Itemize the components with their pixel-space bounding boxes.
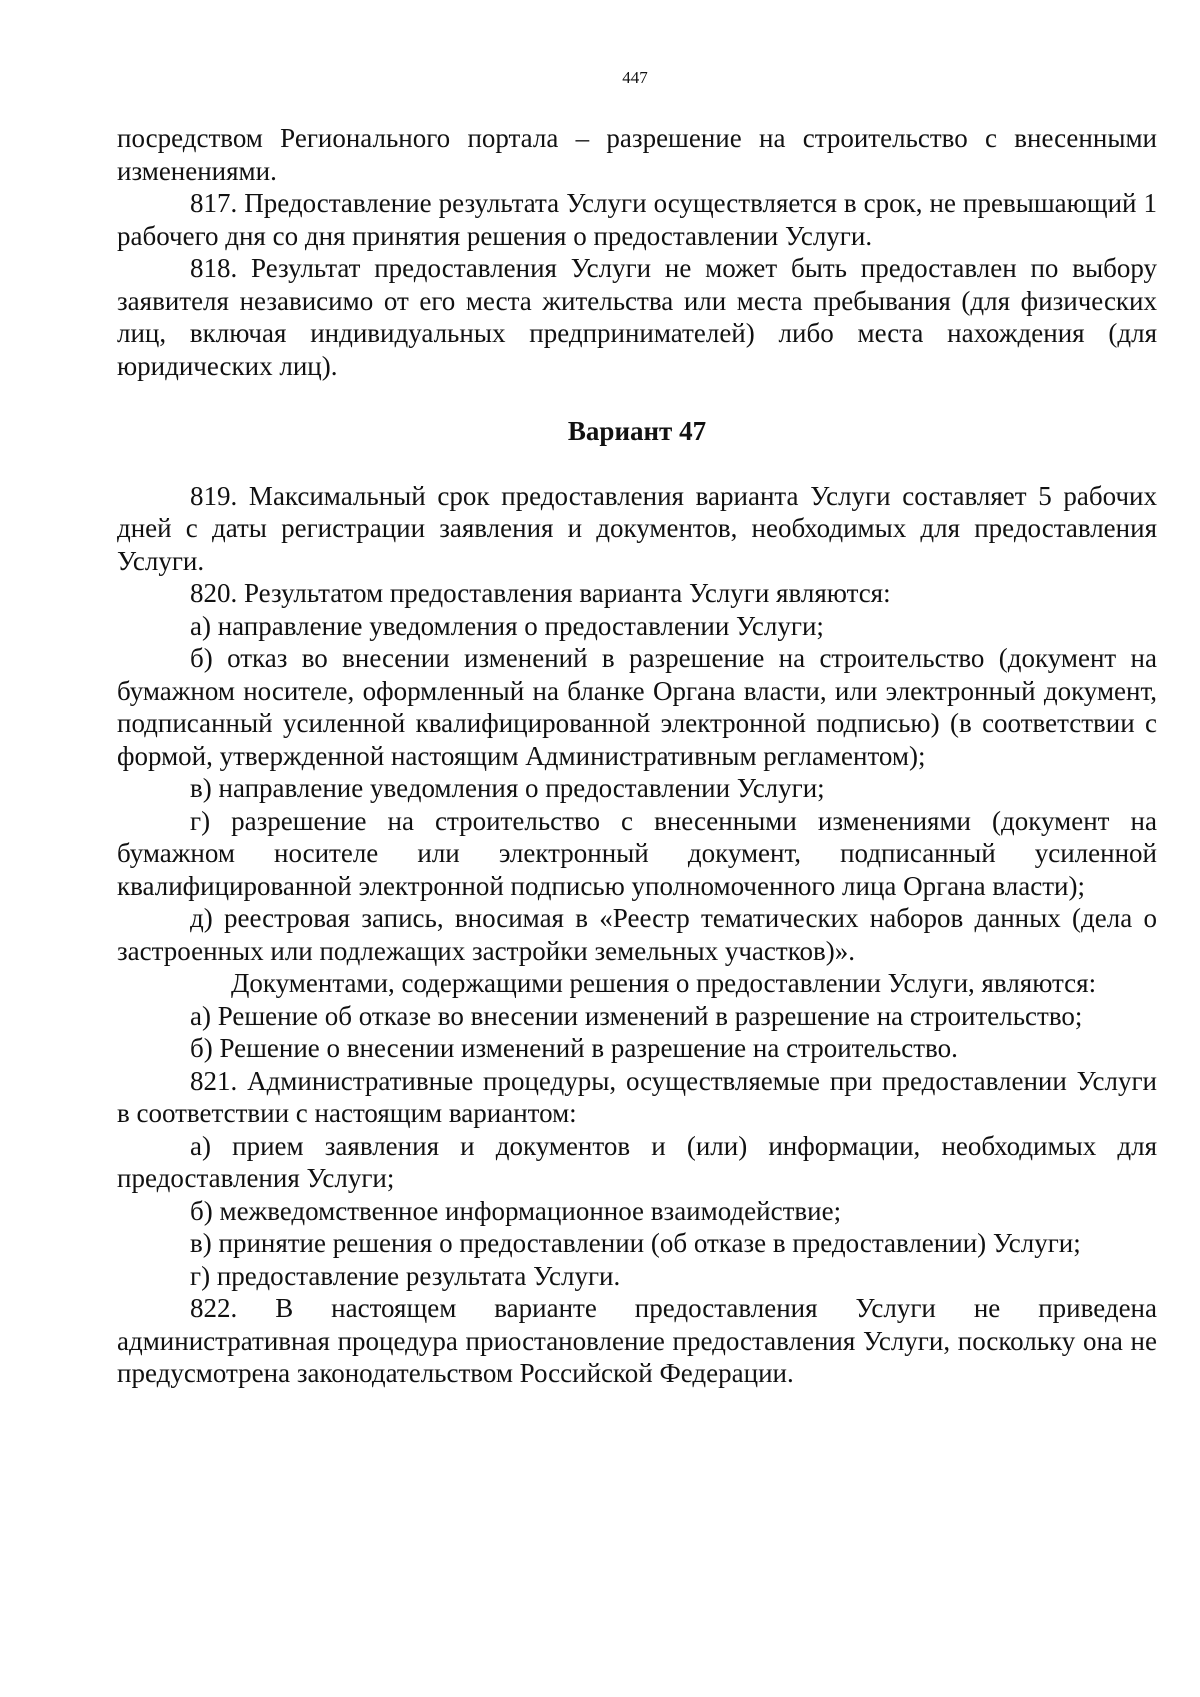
list-item-820-b: б) отказ во внесении изменений в разрешение на строительство (документ на бумажном носителе, оформленный на бланке Органа власти, или электронный документ, подписанный усиленной квалифицированной электронной подписью) (в соответствии с формой, утвержденной настоящим Административным регламентом); <box>117 643 1157 771</box>
list-item-decision-b: б) Решение о внесении изменений в разрешение на строительство. <box>190 1033 958 1063</box>
list-item-820-a: а) направление уведомления о предоставлении Услуги; <box>190 610 824 641</box>
list-item-820-d: д) реестровая запись, вносимая в «Реестр тематических наборов данных (дела о застроенных или подлежащих застройки земельных участков)». <box>117 903 1157 966</box>
paragraph-continuation: посредством Регионального портала – разрешение на строительство с внесенными изменениями. <box>117 123 1157 186</box>
paragraph-818: 818. Результат предоставления Услуги не может быть предоставлен по выбору заявителя независимо от его места жительства или места пребывания (для физических лиц, включая индивидуальных предпринимателей) либо места нахождения (для юридических лиц). <box>117 253 1157 381</box>
section-heading: Вариант 47 <box>567 416 707 446</box>
list-item-decision-a: а) Решение об отказе во внесении изменений в разрешение на строительство; <box>190 1000 1083 1031</box>
paragraph-decision-documents: Документами, содержащими решения о предоставлении Услуги, являются: <box>231 968 1097 998</box>
list-item-820-g: г) разрешение на строительство с внесенными изменениями (документ на бумажном носителе или электронный документ, подписанный усиленной квалифицированной электронной подписью уполномоченного лица Органа власти); <box>117 805 1157 901</box>
paragraph-819: 819. Максимальный срок предоставления варианта Услуги составляет 5 рабочих дней с даты регистрации заявления и документов, необходимых для предоставления Услуги. <box>117 480 1157 576</box>
paragraph-822: 822. В настоящем варианте предоставления Услуги не приведена административная процедура приостановление предоставления Услуги, поскольку она не предусмотрена законодательством Российской Федерации. <box>117 1293 1157 1388</box>
list-item-820-v: в) направление уведомления о предоставлении Услуги; <box>190 773 825 803</box>
list-item-821-v: в) принятие решения о предоставлении (об отказе в предоставлении) Услуги; <box>190 1228 1081 1258</box>
paragraph-820: 820. Результатом предоставления варианта Услуги являются: <box>190 578 891 608</box>
page-number: 447 <box>622 68 648 87</box>
paragraph-817: 817. Предоставление результата Услуги осуществляется в срок, не превышающий 1 рабочего дня со дня принятия решения о предоставлении Услуги. <box>117 188 1157 251</box>
paragraph-821: 821. Административные процедуры, осуществляемые при предоставлении Услуги в соответствии с настоящим вариантом: <box>117 1065 1157 1128</box>
list-item-821-b: б) межведомственное информационное взаимодействие; <box>190 1195 842 1226</box>
list-item-821-a: а) прием заявления и документов и (или) информации, необходимых для предоставления Услуги; <box>117 1130 1157 1193</box>
document-body <box>117 122 1157 1390</box>
list-item-821-g: г) предоставление результата Услуги. <box>190 1260 621 1291</box>
